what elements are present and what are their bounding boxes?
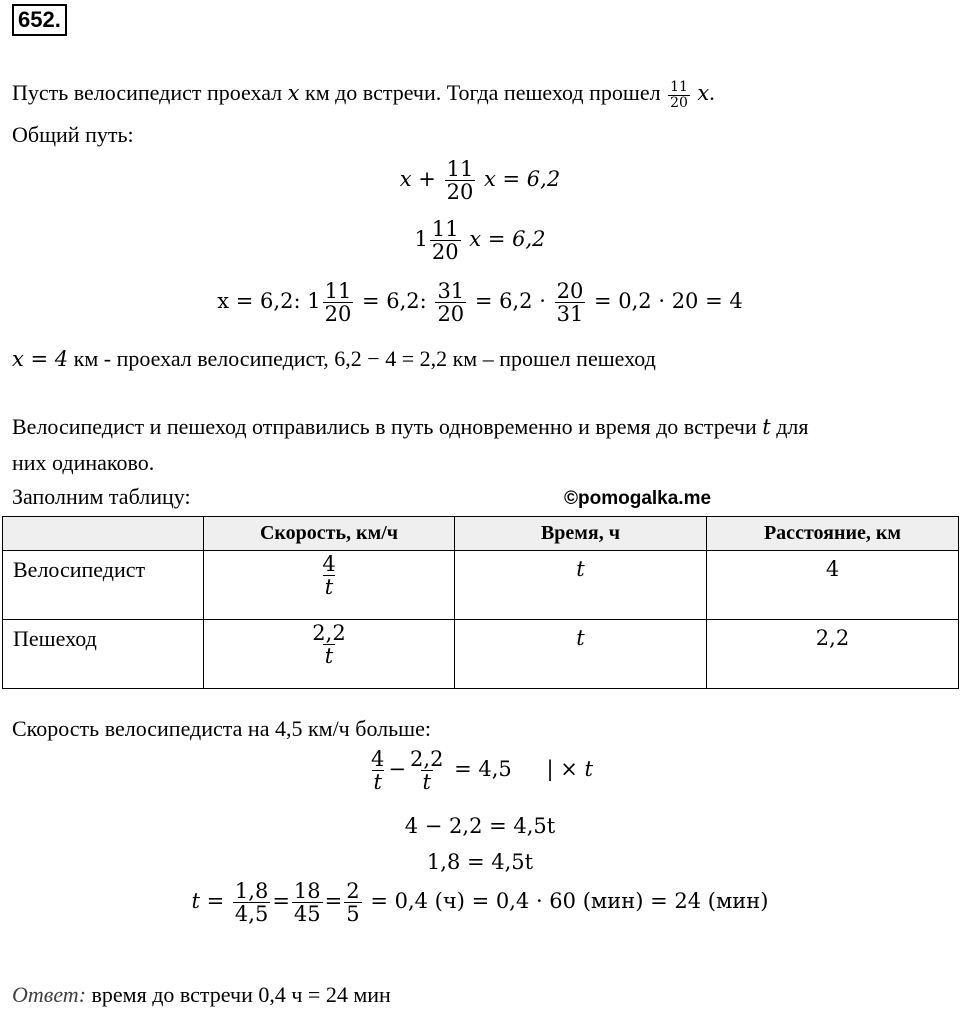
eq4-f2-num: 2,2 <box>410 747 444 771</box>
equation-1 <box>0 158 960 203</box>
eq7-fraction-2 <box>292 880 323 925</box>
eq1-num: 11 <box>446 157 474 181</box>
equation-4 <box>0 748 960 793</box>
eq7-f3-den: 5 <box>346 902 360 927</box>
intro-fraction-den: 20 <box>670 94 688 111</box>
eq4-mult: | × t <box>546 757 593 782</box>
eq3-f1-num: 11 <box>324 279 352 303</box>
table-header: Скорость, км/ч <box>204 517 455 551</box>
eq3-f3-den: 31 <box>556 302 584 327</box>
eq7-a: t = <box>191 889 225 914</box>
intro-line <box>12 80 715 110</box>
watermark: ©pomogalka.me <box>564 488 712 509</box>
answer-text: время до встречи 0,4 ч = 24 мин <box>86 982 391 1007</box>
problem-number: 652. <box>12 4 67 36</box>
table-cell-time: t <box>455 620 707 689</box>
table-cell-speed <box>204 620 455 689</box>
eq1-fraction <box>445 158 476 203</box>
eq2-left: 1 <box>414 227 428 252</box>
speed-num: 2,2 <box>312 621 346 645</box>
eq3-f2-num: 31 <box>437 279 465 303</box>
eq7-f2-den: 45 <box>293 902 321 927</box>
table-header: Расстояние, км <box>707 517 959 551</box>
intro-dot: . <box>709 80 715 106</box>
intro-end-var: x <box>697 81 710 106</box>
speed-den: t <box>324 644 334 669</box>
eq3-f3-num: 20 <box>556 279 584 303</box>
eq4-f1-num: 4 <box>371 747 385 771</box>
eq1-left: x + <box>399 167 436 192</box>
eq3-a: x = 6,2: 1 <box>217 289 321 314</box>
eq3-b: = 6,2: <box>362 289 427 314</box>
intro-line-2: Общий путь: <box>12 122 134 147</box>
speed-text: Скорость велосипедиста на 4,5 км/ч больше: <box>12 716 431 741</box>
intro-text-b: км до встречи. Тогда пешеход прошел <box>305 80 661 106</box>
equation-6: 1,8 = 4,5t <box>426 850 534 874</box>
speed-den: t <box>324 575 334 600</box>
intro-fraction <box>668 80 690 110</box>
table-cell-label: Пешеход <box>3 620 204 689</box>
intro-var-x: x <box>287 81 300 106</box>
eq4-fraction-1 <box>369 748 386 793</box>
eq2-num: 11 <box>431 217 459 241</box>
result-math: x = 4 <box>12 347 69 371</box>
table-cell-speed <box>204 551 455 620</box>
eq7-f2-num: 18 <box>293 879 321 903</box>
eq4-f1-den: t <box>373 770 382 795</box>
table-header <box>3 517 204 551</box>
speed-fraction <box>320 553 337 598</box>
eq3-fraction-1 <box>323 280 354 325</box>
para-line-2: них одинаково. <box>12 450 155 475</box>
eq4-fraction-2 <box>408 748 445 793</box>
table-cell-label: Велосипедист <box>3 551 204 620</box>
eq7-f1-num: 1,8 <box>234 879 269 903</box>
para-text-b: для <box>776 414 809 439</box>
eq7-fraction-1 <box>233 880 270 925</box>
para-line-1 <box>12 414 809 440</box>
speed-num: 4 <box>322 552 336 576</box>
eq1-den: 20 <box>446 180 474 205</box>
eq7-f1-den: 4,5 <box>234 902 269 927</box>
eq3-fraction-2 <box>435 280 466 325</box>
eq3-fraction-3 <box>555 280 586 325</box>
para-line-3: Заполним таблицу: <box>12 484 191 509</box>
eq7-eq2: = <box>324 889 343 914</box>
table-cell-distance: 4 <box>707 551 959 620</box>
eq3-c: = 6,2 · <box>474 289 546 314</box>
intro-text-a: Пусть велосипедист проехал <box>12 80 283 106</box>
eq1-right: x = 6,2 <box>484 167 561 192</box>
eq4-f2-den: t <box>422 770 431 795</box>
answer-label: Ответ: <box>12 982 87 1007</box>
result-line <box>12 346 656 372</box>
para-var-t: t <box>762 415 771 439</box>
eq2-den: 20 <box>431 240 459 265</box>
eq3-f2-den: 20 <box>437 302 465 327</box>
table-cell-distance: 2,2 <box>707 620 959 689</box>
eq4-b: = 4,5 <box>454 757 512 782</box>
eq7-eq1: = <box>272 889 290 914</box>
eq3-f1-den: 20 <box>324 302 352 327</box>
eq3-d: = 0,2 · 20 = 4 <box>594 289 743 314</box>
table-row <box>3 620 959 689</box>
answer-line <box>12 982 391 1008</box>
para-text-a: Велосипедист и пешеход отправились в путь одновременно и время до встречи <box>12 414 757 439</box>
table-header-row <box>3 517 959 551</box>
eq4-minus: − <box>388 757 407 782</box>
intro-fraction-num: 11 <box>670 79 688 95</box>
eq7-b: = 0,4 (ч) = 0,4 · 60 (мин) = 24 (мин) <box>370 889 769 914</box>
equation-5: 4 − 2,2 = 4,5t <box>404 814 556 838</box>
equation-2 <box>0 218 960 263</box>
table-cell-time: t <box>455 551 707 620</box>
data-table <box>2 516 959 689</box>
eq2-fraction <box>430 218 461 263</box>
result-text: км - проехал велосипедист, 6,2 − 4 = 2,2 км – прошел пешеход <box>68 346 656 371</box>
table-header: Время, ч <box>455 517 707 551</box>
table-row <box>3 551 959 620</box>
equation-3 <box>0 280 960 325</box>
speed-fraction <box>310 622 347 667</box>
eq7-fraction-3 <box>344 880 361 925</box>
eq2-right: x = 6,2 <box>469 227 546 252</box>
eq7-f3-num: 2 <box>346 879 360 903</box>
equation-7 <box>0 880 960 925</box>
